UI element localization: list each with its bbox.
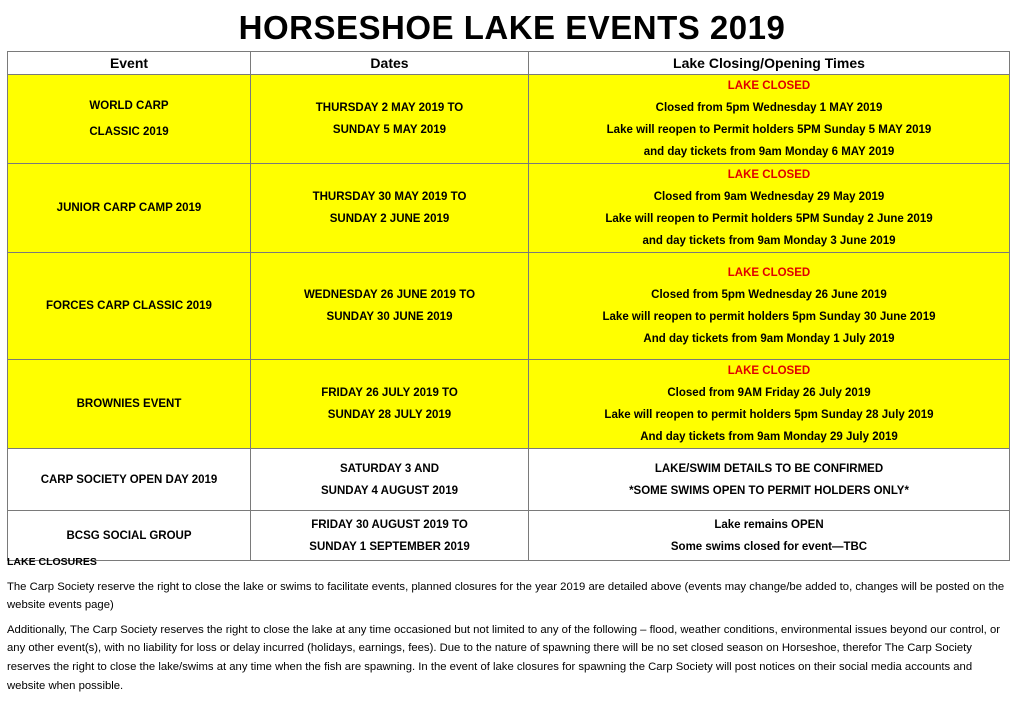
event-name-line: BROWNIES EVENT [76, 398, 182, 410]
time-line: and day tickets from 9am Monday 6 MAY 2019 [643, 146, 895, 158]
table-row [8, 449, 1010, 511]
time-line: Closed from 9AM Friday 26 July 2019 [667, 387, 871, 399]
date-line: SUNDAY 4 AUGUST 2019 [321, 484, 458, 497]
event-name-line: JUNIOR CARP CAMP 2019 [56, 202, 202, 214]
time-line: Closed from 5pm Wednesday 1 MAY 2019 [655, 102, 883, 114]
dates-cell [251, 253, 529, 360]
lake-closed-label: LAKE CLOSED [727, 169, 811, 181]
event-name-line: CLASSIC 2019 [89, 126, 169, 138]
time-line: Lake remains OPEN [714, 518, 824, 531]
header-event: Event [8, 52, 251, 75]
date-line: FRIDAY 30 AUGUST 2019 TO [311, 518, 468, 531]
lake-closed-label: LAKE CLOSED [727, 365, 811, 377]
notes-heading: LAKE CLOSURES [7, 556, 97, 568]
date-line: SATURDAY 3 AND [339, 462, 440, 475]
lake-closed-label: LAKE CLOSED [727, 80, 811, 92]
table-header-row [8, 52, 1010, 75]
dates-cell [251, 360, 529, 449]
time-line: Lake will reopen to permit holders 5pm Sunday 28 July 2019 [604, 409, 934, 421]
date-line: SUNDAY 1 SEPTEMBER 2019 [309, 540, 470, 553]
dates-cell [251, 449, 529, 511]
date-line: WEDNESDAY 26 JUNE 2019 TO [303, 289, 476, 301]
header-times: Lake Closing/Opening Times [529, 52, 1010, 75]
dates-cell [251, 164, 529, 253]
time-line: Some swims closed for event—TBC [670, 540, 868, 553]
date-line: SUNDAY 2 JUNE 2019 [329, 213, 450, 225]
times-cell [529, 164, 1010, 253]
event-cell [8, 75, 251, 164]
time-line: And day tickets from 9am Monday 1 July 2019 [643, 333, 895, 345]
event-cell [8, 449, 251, 511]
notes-paragraph: Additionally, The Carp Society reserves the right to close the lake at any time occasioned but not limited to any of the following – flood, weather conditions, environmental issues beyond our control, or any other event(s), with no liability for loss or delay incurred (holidays, earnings, fees). Due to the nature of spawning there will be no set closed season on Horseshoe, therefor The Carp Society reserves the right to close the lake/swims at any time when the fish are spawning. In the event of lake closures for spawning the Carp Society will post notices on their social media accounts and website when possible. [7, 623, 1001, 692]
page-title: HORSESHOE LAKE EVENTS 2019 [238, 9, 786, 46]
date-line: THURSDAY 2 MAY 2019 TO [315, 102, 464, 114]
date-line: THURSDAY 30 MAY 2019 TO [312, 191, 467, 203]
time-line: Lake will reopen to Permit holders 5PM Sunday 5 MAY 2019 [606, 124, 932, 136]
time-line: and day tickets from 9am Monday 3 June 2019 [642, 235, 896, 247]
dates-cell [251, 75, 529, 164]
table-row [8, 75, 1010, 164]
notes-paragraph: The Carp Society reserve the right to close the lake or swims to facilitate events, planned closures for the year 2019 are detailed above (events may change/be added to, changes will be posted on the website events page) [7, 580, 1005, 612]
events-table [7, 51, 1010, 561]
event-cell [8, 164, 251, 253]
table-row [8, 360, 1010, 449]
event-cell [8, 253, 251, 360]
table-row [8, 253, 1010, 360]
event-name-line: BCSG SOCIAL GROUP [66, 529, 192, 542]
lake-closures-notes [7, 553, 1012, 701]
times-cell [529, 253, 1010, 360]
event-name-line: CARP SOCIETY OPEN DAY 2019 [40, 473, 218, 486]
time-line: *SOME SWIMS OPEN TO PERMIT HOLDERS ONLY* [629, 484, 909, 497]
time-line: Closed from 9am Wednesday 29 May 2019 [653, 191, 885, 203]
table-row [8, 164, 1010, 253]
header-dates: Dates [251, 52, 529, 75]
time-line: Lake will reopen to Permit holders 5PM Sunday 2 June 2019 [605, 213, 933, 225]
date-line: FRIDAY 26 JULY 2019 TO [321, 387, 458, 399]
times-cell [529, 449, 1010, 511]
event-name-line: FORCES CARP CLASSIC 2019 [46, 300, 212, 312]
date-line: SUNDAY 30 JUNE 2019 [326, 311, 453, 323]
time-line: And day tickets from 9am Monday 29 July 2019 [640, 431, 898, 443]
time-line: Lake will reopen to permit holders 5pm Sunday 30 June 2019 [602, 311, 936, 323]
time-line: LAKE/SWIM DETAILS TO BE CONFIRMED [654, 462, 884, 475]
event-cell [8, 360, 251, 449]
time-line: Closed from 5pm Wednesday 26 June 2019 [651, 289, 887, 301]
event-name-line: WORLD CARP [89, 100, 169, 112]
times-cell [529, 75, 1010, 164]
times-cell [529, 360, 1010, 449]
lake-closed-label: LAKE CLOSED [727, 267, 811, 279]
date-line: SUNDAY 5 MAY 2019 [332, 124, 447, 136]
date-line: SUNDAY 28 JULY 2019 [327, 409, 452, 421]
